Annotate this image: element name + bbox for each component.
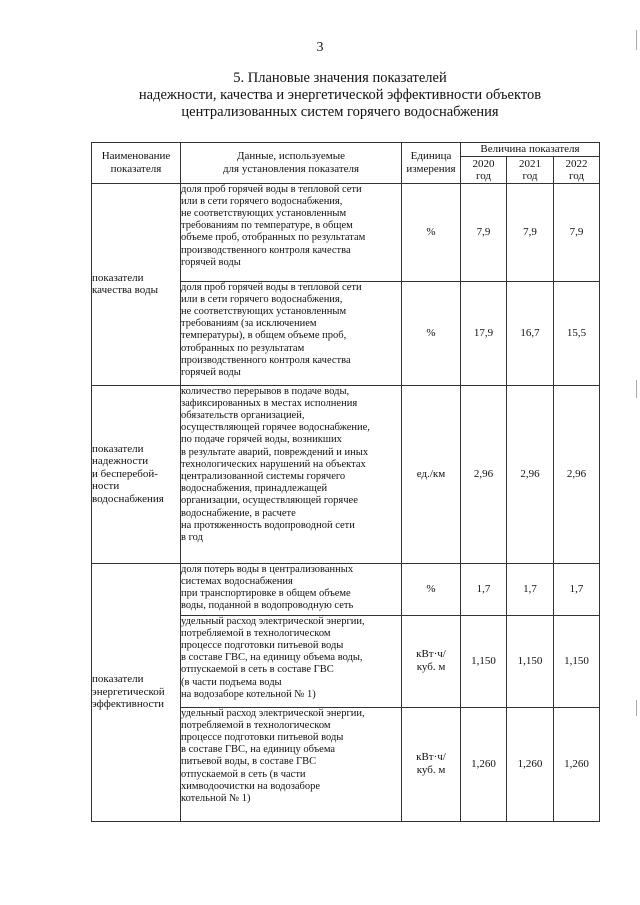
unit-cell bbox=[402, 707, 461, 821]
scan-mark bbox=[636, 380, 637, 398]
text-line: не соответствующих установленным bbox=[181, 305, 347, 317]
indicator-description bbox=[181, 385, 402, 563]
header-year: 2021 год bbox=[507, 156, 554, 183]
text-line: водоснабжения, принадлежащей bbox=[181, 483, 328, 495]
text-line: по подаче горячей воды, возникших bbox=[181, 434, 342, 446]
value-cell: 7,9 bbox=[554, 183, 600, 281]
text-line: удельный расход электрической энергии, bbox=[181, 615, 365, 627]
text-line: в год bbox=[181, 531, 203, 543]
indicator-description bbox=[181, 615, 402, 707]
indicator-description bbox=[181, 563, 402, 615]
value-cell: 17,9 bbox=[461, 281, 507, 385]
value-cell: 7,9 bbox=[507, 183, 554, 281]
text-line: показатели bbox=[92, 271, 144, 284]
unit-cell bbox=[402, 183, 461, 281]
header-unit: Единица измерения bbox=[402, 143, 461, 184]
text-line: или в сети горячего водоснабжения, bbox=[181, 293, 343, 305]
value-cell: 2,96 bbox=[554, 385, 600, 563]
title-line: централизованных систем горячего водоснабжения bbox=[181, 104, 499, 120]
text-line: % bbox=[426, 582, 436, 595]
text-line: при транспортировке в общем объеме bbox=[181, 587, 351, 599]
text-line: организации, осуществляющей горячее bbox=[181, 495, 358, 507]
header-year: 2022 год bbox=[554, 156, 600, 183]
text-line: энергетической bbox=[92, 685, 165, 698]
text-line: % bbox=[426, 225, 436, 238]
text-line: отобранных по результатам bbox=[181, 342, 305, 354]
text-line: надежности bbox=[92, 455, 149, 468]
text-line: в составе ГВС, на единицу объема воды, bbox=[181, 652, 363, 664]
indicator-description bbox=[181, 281, 402, 385]
text-line: отпускаемой в сеть (в части bbox=[181, 768, 306, 780]
text-line: требованиям (за исключением bbox=[181, 318, 317, 330]
text-line: температуры), в общем объеме проб, bbox=[181, 330, 347, 342]
value-cell: 1,7 bbox=[461, 563, 507, 615]
value-cell: 2,96 bbox=[461, 385, 507, 563]
value-cell: 15,5 bbox=[554, 281, 600, 385]
indicator-description bbox=[181, 183, 402, 281]
text-line: системах водоснабжения bbox=[181, 575, 293, 587]
title-line: 5. Плановые значения показателей bbox=[233, 70, 447, 86]
text-line: (в части подъема воды bbox=[181, 676, 282, 688]
value-cell: 1,260 bbox=[507, 707, 554, 821]
text-line: горячей воды bbox=[181, 256, 241, 268]
indicator-group-name bbox=[92, 563, 181, 821]
text-line: производственного контроля качества bbox=[181, 244, 351, 256]
text-line: эффективности bbox=[92, 698, 165, 711]
text-line: водоснабжения bbox=[92, 492, 164, 505]
text-line: куб. м bbox=[416, 661, 446, 673]
text-line: кВт·ч/ bbox=[416, 751, 446, 763]
text-line: потребляемой в технологическом bbox=[181, 719, 331, 731]
text-line: централизованной системы горячего bbox=[181, 470, 346, 482]
value-cell: 16,7 bbox=[507, 281, 554, 385]
text-line: в результате аварий, повреждений и иных bbox=[181, 446, 369, 458]
text-line: доля проб горячей воды в тепловой сети bbox=[181, 183, 362, 195]
text-line: технологических нарушений на объектах bbox=[181, 458, 366, 470]
text-line: питьевой воды, в составе ГВС bbox=[181, 756, 317, 768]
header-year: 2020 год bbox=[461, 156, 507, 183]
unit-cell bbox=[402, 281, 461, 385]
table-row bbox=[92, 183, 600, 281]
title-line: надежности, качества и энергетической эффективности объектов bbox=[138, 87, 542, 103]
text-line: котельной № 1) bbox=[181, 792, 251, 804]
value-cell: 1,7 bbox=[507, 563, 554, 615]
unit-cell bbox=[402, 615, 461, 707]
text-line: обязательств организацией, bbox=[181, 409, 305, 421]
text-line: потребляемой в технологическом bbox=[181, 627, 331, 639]
value-cell: 1,150 bbox=[461, 615, 507, 707]
indicator-description bbox=[181, 707, 402, 821]
text-line: в составе ГВС, на единицу объема bbox=[181, 744, 336, 756]
text-line: воды, поданной в водопроводную сеть bbox=[181, 600, 354, 612]
header-value: Величина показателя bbox=[461, 143, 600, 157]
text-line: химводоочистки на водозаборе bbox=[181, 780, 321, 792]
indicators-table bbox=[91, 142, 600, 822]
text-line: отпускаемой в сеть в составе ГВС bbox=[181, 664, 334, 676]
value-cell: 1,260 bbox=[554, 707, 600, 821]
text-line: осуществляющей горячее водоснабжение, bbox=[181, 422, 370, 434]
text-line: доля потерь воды в централизованных bbox=[181, 563, 354, 575]
value-cell: 1,7 bbox=[554, 563, 600, 615]
text-line: удельный расход электрической энергии, bbox=[181, 707, 365, 719]
text-line: ности bbox=[92, 480, 120, 493]
value-cell: 1,150 bbox=[507, 615, 554, 707]
text-line: % bbox=[426, 326, 436, 339]
text-line: качества воды bbox=[92, 284, 158, 296]
text-line: процессе подготовки питьевой воды bbox=[181, 639, 344, 651]
indicator-group-name bbox=[92, 385, 181, 563]
text-line: не соответствующих установленным bbox=[181, 207, 347, 219]
page-title bbox=[60, 70, 620, 121]
text-line: зафиксированных в местах исполнения bbox=[181, 397, 358, 409]
text-line: на протяженность водопроводной сети bbox=[181, 519, 355, 531]
value-cell: 1,150 bbox=[554, 615, 600, 707]
table-row bbox=[92, 563, 600, 615]
text-line: показатели bbox=[92, 673, 144, 686]
scan-mark bbox=[636, 700, 637, 716]
text-line: на водозаборе котельной № 1) bbox=[181, 688, 316, 700]
header-data: Данные, используемые для установления показателя bbox=[181, 143, 402, 184]
unit-cell bbox=[402, 385, 461, 563]
text-line: процессе подготовки питьевой воды bbox=[181, 731, 344, 743]
text-line: ед./км bbox=[416, 467, 446, 480]
indicator-group-name bbox=[92, 183, 181, 385]
value-cell: 7,9 bbox=[461, 183, 507, 281]
text-line: водоснабжение, в расчете bbox=[181, 507, 296, 519]
text-line: и бесперебой- bbox=[92, 467, 158, 480]
text-line: куб. м bbox=[416, 764, 446, 776]
text-line: показатели bbox=[92, 442, 144, 455]
value-cell: 1,260 bbox=[461, 707, 507, 821]
page-number: 3 bbox=[316, 40, 324, 55]
header-name: Наименование показателя bbox=[92, 143, 181, 184]
text-line: доля проб горячей воды в тепловой сети bbox=[181, 281, 362, 293]
text-line: кВт·ч/ bbox=[416, 648, 446, 660]
scan-mark bbox=[636, 30, 637, 50]
unit-cell bbox=[402, 563, 461, 615]
text-line: производственного контроля качества bbox=[181, 354, 351, 366]
value-cell: 2,96 bbox=[507, 385, 554, 563]
text-line: или в сети горячего водоснабжения, bbox=[181, 195, 343, 207]
text-line: количество перерывов в подаче воды, bbox=[181, 385, 350, 397]
text-line: горячей воды bbox=[181, 366, 241, 378]
table-row bbox=[92, 385, 600, 563]
text-line: объеме проб, отобранных по результатам bbox=[181, 232, 366, 244]
text-line: требованиям по температуре, в общем bbox=[181, 220, 353, 232]
